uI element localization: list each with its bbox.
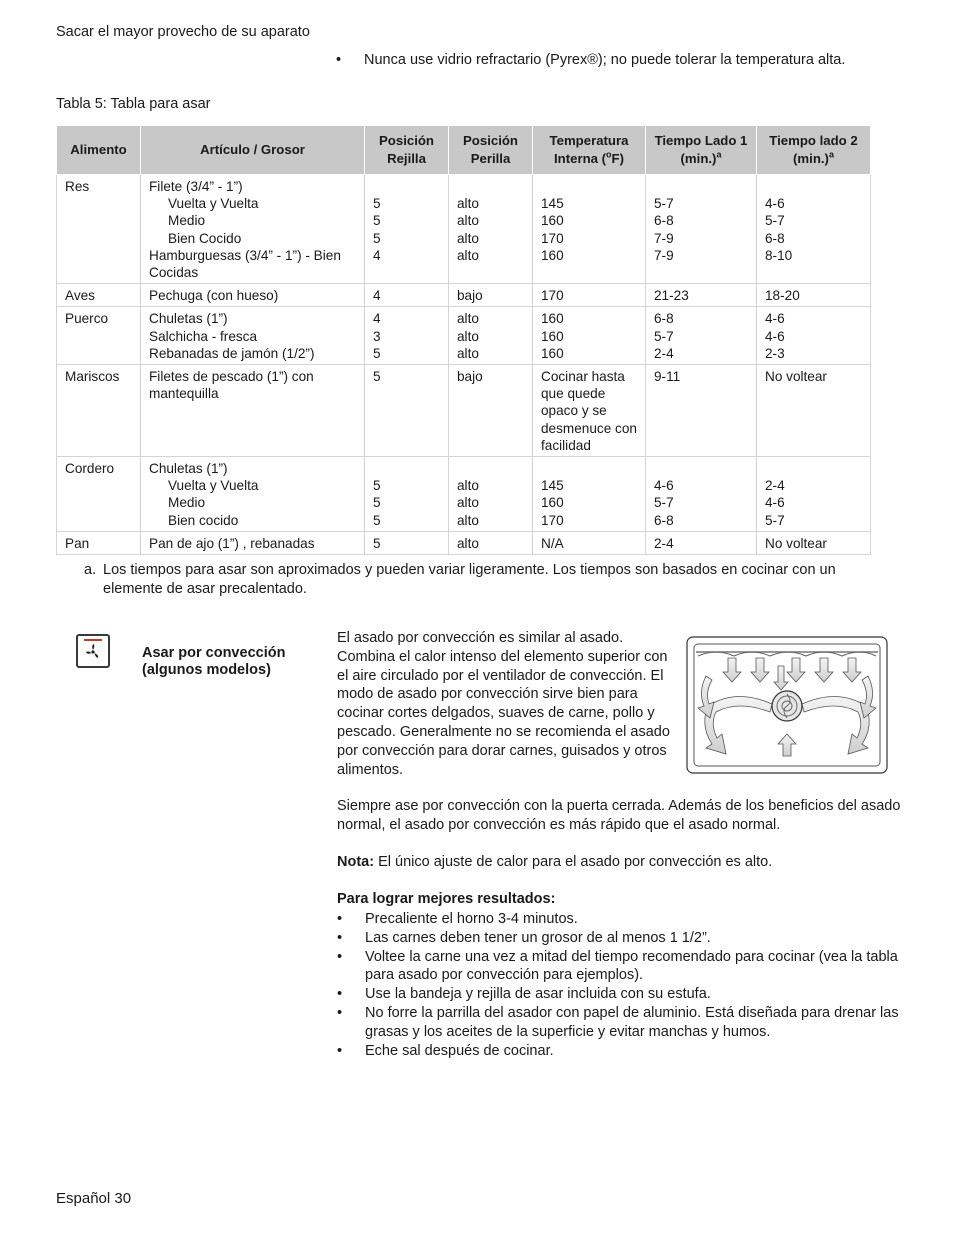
convection-fan-icon [76,634,110,668]
bullet: • [337,1042,343,1059]
section-title-line1: Asar por convección [142,645,286,661]
col-header-lado2 [757,126,871,175]
item-line: Filetes de pescado (1”) con mantequilla [149,369,314,402]
lado2-value [765,178,862,195]
cell-alimento [57,365,141,457]
food-name: Mariscos [65,369,120,385]
cell-alimento [57,457,141,532]
convection-fan-icon-graphic [78,636,108,666]
cell-articulo [141,531,365,554]
cell-lado2 [757,307,871,365]
perilla-value: alto [457,345,479,361]
results-item [337,929,907,948]
lado1-value: 21-23 [654,288,689,304]
rejilla-value: 5 [373,512,381,528]
broil-table [56,125,871,555]
cell-lado1 [646,365,757,457]
lado2-value: 18-20 [765,288,800,304]
results-item [337,985,907,1004]
col-header-temperatura [533,126,646,175]
cell-lado2 [757,284,871,307]
item-line: Pan de ajo (1”) , rebanadas [149,535,315,551]
food-name: Aves [65,288,95,304]
cell-rejilla [365,531,449,554]
bullet: • [337,929,343,946]
lado2-value: No voltear [765,535,827,551]
section-title-line2: (algunos modelos) [142,662,271,678]
cell-rejilla [365,175,449,284]
footnote-label: a. [84,562,97,578]
results-item [337,948,907,986]
note-label: Nota: [337,854,375,870]
running-header: Sacar el mayor provecho de su aparato [56,24,310,40]
cell-lado2 [757,457,871,532]
lado1-value: 6-8 [654,311,674,327]
item-line: Vuelta y Vuelta [168,478,259,494]
lado1-value: 7-9 [654,230,674,246]
cell-rejilla [365,284,449,307]
cell-lado2 [757,175,871,284]
lado1-value [654,460,748,477]
section-title [142,645,285,679]
results-item [337,1042,907,1061]
lado2-value: 5-7 [765,512,785,528]
item-line: Medio [168,213,206,229]
note-text: El único ajuste de calor para el asado por convección es alto. [374,854,773,870]
lado1-value: 9-11 [654,369,681,385]
bullet: • [337,911,343,927]
temp-value [541,460,637,477]
lado1-header-text: Tiempo Lado 1 (min.) [654,133,748,166]
item-line: Hamburguesas (3/4” - 1”) - Bien Cocidas [149,247,341,281]
degree-mark: o [606,149,612,160]
lado1-value: 2-4 [654,345,674,361]
rejilla-value: 5 [373,369,381,385]
results-item-text: Voltee la carne una vez a mitad del tiempo recomendado para cocinar (vea la tabla para asado por convección para ejemplos). [365,948,898,984]
item-line: Bien Cocido [168,230,242,246]
rejilla-value: 5 [373,230,381,246]
lado2-header-text: Tiempo lado 2 (min.) [769,133,858,166]
rejilla-value: 5 [373,535,381,551]
temp-value: 160 [541,311,564,327]
table-row [57,307,871,365]
temp-value: 170 [541,230,564,246]
cell-temp [533,307,646,365]
bullet: • [337,1004,343,1021]
col-header-rejilla: Posición Rejilla [365,126,449,175]
lado1-value: 5-7 [654,196,674,212]
temp-value: 160 [541,495,564,511]
rejilla-value: 4 [373,247,381,263]
oven-convection-airflow-illustration [686,636,888,774]
cell-articulo [141,284,365,307]
food-name: Cordero [65,461,115,477]
lado2-value: 6-8 [765,230,785,246]
footnote-text: Los tiempos para asar son aproximados y pueden variar ligeramente. Los tiempos son basados en cocinar con un elemente de asar precalentado. [103,562,836,597]
item-line: Medio [168,495,206,511]
convection-para-closed-door: Siempre ase por convección con la puerta cerrada. Además de los beneficios del asado normal, el asado por convección es más rápido que el asado normal. [337,798,901,833]
perilla-value [457,460,524,477]
convection-intro: El asado por convección es similar al asado. Combina el calor intenso del elemento superior con el aire circulado por el ventilador de convección. El modo de asado por convección sirve bien para cocinar cortes delgados, suaves de carne, pollo y pescado. Generalmente no se recomienda el asado por convección para dorar carnes, guisados y otros alimentos. [337,630,670,778]
table-body [57,175,871,555]
perilla-value: bajo [457,369,483,385]
results-list [337,910,907,1060]
item-line: Filete (3/4” - 1”) [149,179,243,194]
temp-value: 160 [541,213,564,229]
rejilla-value: 4 [373,311,381,327]
cell-lado2 [757,365,871,457]
food-name: Puerco [65,311,109,327]
cell-perilla [449,531,533,554]
cell-lado2 [757,531,871,554]
item-line: Salchicha - fresca [149,328,258,344]
cell-perilla [449,307,533,365]
lado1-value: 2-4 [654,535,674,551]
cell-rejilla [365,365,449,457]
lado2-value: 2-3 [765,345,785,361]
col-header-articulo: Artículo / Grosor [141,126,365,175]
lado2-value: 4-6 [765,196,785,212]
temp-header-end: F) [611,151,624,166]
temp-value: Cocinar hasta que quede opaco y se desmenuce con facilidad [541,369,637,453]
temp-value: 145 [541,196,564,212]
col-header-perilla: Posición Perilla [449,126,533,175]
results-title: Para lograr mejores resultados: [337,891,556,907]
table-row [57,175,871,284]
perilla-value: alto [457,196,479,212]
temp-value: N/A [541,535,564,551]
table-row [57,284,871,307]
rejilla-value: 4 [373,288,381,304]
cell-articulo [141,307,365,365]
lado1-value: 6-8 [654,213,674,229]
footnote-mark: a [716,149,722,160]
rejilla-value: 3 [373,328,381,344]
results-item-text: Precaliente el horno 3-4 minutos. [365,911,578,927]
temp-value: 170 [541,288,564,304]
results-item-text: Las carnes deben tener un grosor de al menos 1 1/2”. [365,929,711,946]
cell-lado1 [646,307,757,365]
results-item [337,910,907,929]
cell-articulo [141,457,365,532]
results-item [337,1004,907,1042]
lado2-value: 4-6 [765,495,785,511]
lado2-value: 5-7 [765,213,785,229]
lado1-value: 6-8 [654,512,674,528]
lado1-value: 5-7 [654,328,674,344]
perilla-value: alto [457,311,479,327]
footnote-mark: a [828,149,834,160]
cell-rejilla [365,307,449,365]
item-line: Chuletas (1”) [149,311,228,327]
food-name: Pan [65,535,90,551]
cell-perilla [449,175,533,284]
bullet: • [337,948,343,965]
bullet: • [336,52,342,68]
perilla-value: alto [457,213,479,229]
table-row [57,531,871,554]
col-header-alimento: Alimento [57,126,141,175]
rejilla-value: 5 [373,196,381,212]
item-line: Chuletas (1”) [149,461,228,477]
cell-perilla [449,284,533,307]
table-header-row [57,126,871,175]
lado1-value: 7-9 [654,247,674,263]
perilla-value: alto [457,247,479,263]
table-row [57,365,871,457]
temp-value: 160 [541,247,564,263]
cell-alimento [57,531,141,554]
table-caption: Tabla 5: Tabla para asar [56,96,211,112]
lado1-value [654,178,748,195]
item-line: Vuelta y Vuelta [168,196,259,212]
page-footer: Español 30 [56,1190,132,1207]
lado1-value: 4-6 [654,478,674,494]
cell-alimento [57,307,141,365]
table-row [57,457,871,532]
food-name: Res [65,179,90,194]
cell-lado1 [646,457,757,532]
cell-temp [533,531,646,554]
temp-header-main: Temperatura Interna ( [549,133,629,166]
cell-lado1 [646,284,757,307]
lado2-value: 4-6 [765,328,785,344]
perilla-value [457,178,524,195]
lado2-value: 4-6 [765,311,785,327]
lado1-value: 5-7 [654,495,674,511]
item-line: Pechuga (con hueso) [149,288,279,304]
pyrex-warning [336,52,906,68]
cell-alimento [57,284,141,307]
perilla-value: bajo [457,288,483,304]
perilla-value: alto [457,230,479,246]
pyrex-warning-text: Nunca use vidrio refractario (Pyrex®); no puede tolerar la temperatura alta. [364,52,846,68]
item-line: Rebanadas de jamón (1/2”) [149,345,315,361]
cell-perilla [449,365,533,457]
cell-temp [533,457,646,532]
lado2-value: No voltear [765,369,827,385]
rejilla-value: 5 [373,213,381,229]
item-line: Bien cocido [168,512,239,528]
perilla-value: alto [457,535,479,551]
cell-lado1 [646,175,757,284]
perilla-value: alto [457,495,479,511]
lado2-value [765,460,862,477]
cell-articulo [141,365,365,457]
temp-value: 160 [541,345,564,361]
table-footnote [84,561,864,599]
temp-value: 160 [541,328,564,344]
perilla-value: alto [457,478,479,494]
temp-value: 145 [541,478,564,494]
temp-value [541,178,637,195]
perilla-value: alto [457,328,479,344]
results-item-text: Use la bandeja y rejilla de asar incluida con su estufa. [365,986,711,1003]
lado2-value: 8-10 [765,247,793,263]
rejilla-value: 5 [373,345,381,361]
rejilla-value [373,460,440,477]
cell-temp [533,365,646,457]
rejilla-value [373,178,440,195]
perilla-value: alto [457,512,479,528]
lado2-value: 2-4 [765,478,785,494]
cell-articulo [141,175,365,284]
bullet: • [337,986,343,1003]
temp-value: 170 [541,512,564,528]
results-item-text: Eche sal después de cocinar. [365,1042,554,1059]
cell-temp [533,175,646,284]
cell-lado1 [646,531,757,554]
rejilla-value: 5 [373,478,381,494]
cell-alimento [57,175,141,284]
cell-temp [533,284,646,307]
cell-rejilla [365,457,449,532]
rejilla-value: 5 [373,495,381,511]
cell-perilla [449,457,533,532]
results-item-text: No forre la parrilla del asador con papel de aluminio. Está diseñada para drenar las grasas y los aceites de la superficie y evitar manchas y humos. [365,1004,899,1040]
convection-note [337,853,907,872]
col-header-lado1 [646,126,757,175]
